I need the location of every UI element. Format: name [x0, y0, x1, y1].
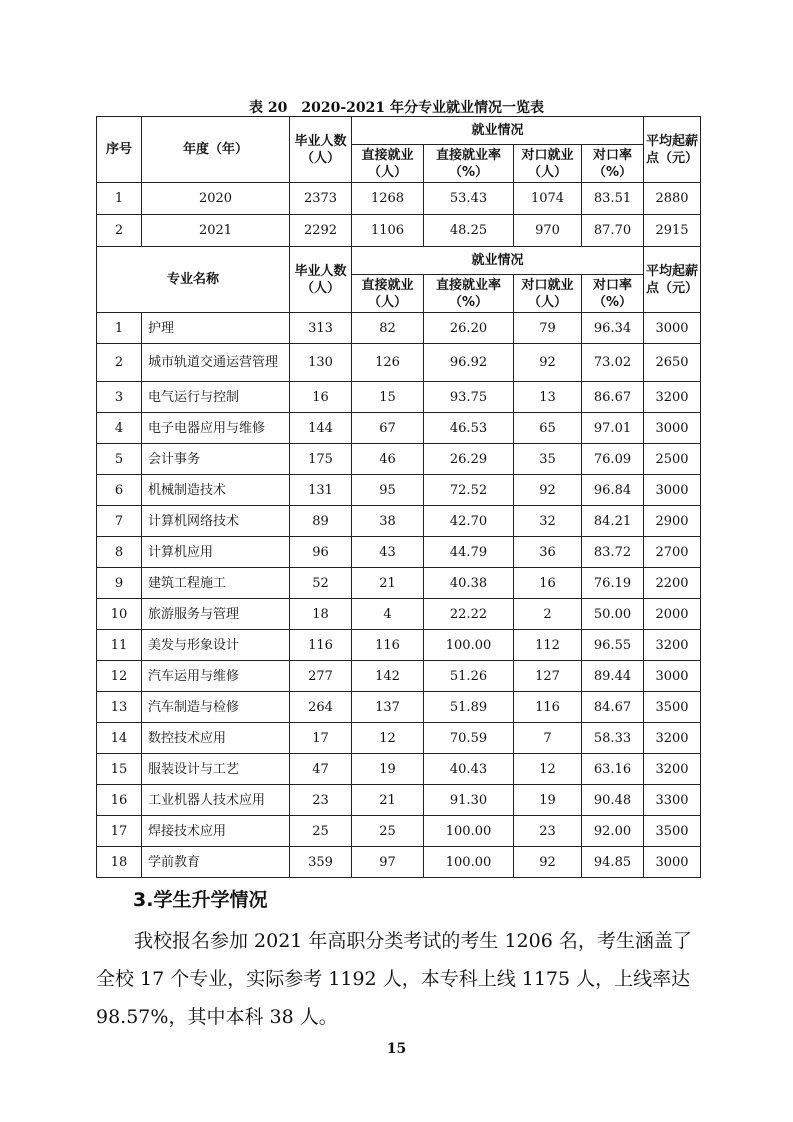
- table-row: [97, 183, 701, 215]
- cell-matched-rate: 96.84: [582, 475, 644, 506]
- cell-matched-rate: 94.85: [582, 847, 644, 878]
- cell-direct: 126: [352, 344, 424, 382]
- cell-seq: 15: [97, 754, 142, 785]
- cell-grads: 89: [290, 506, 352, 537]
- header-matched-rate: 对口率（%）: [582, 275, 644, 313]
- cell-grads: 2292: [290, 215, 352, 247]
- cell-matched: 112: [514, 630, 582, 661]
- header-matched: 对口就业（人）: [514, 275, 582, 313]
- cell-salary: 2700: [644, 537, 701, 568]
- cell-matched-rate: 58.33: [582, 723, 644, 754]
- cell-direct-rate: 70.59: [424, 723, 514, 754]
- cell-major-name: 计算机应用: [142, 537, 290, 568]
- table-row: [97, 475, 701, 506]
- cell-direct: 46: [352, 444, 424, 475]
- header-matched: 对口就业（人）: [514, 145, 582, 183]
- table-row: [97, 723, 701, 754]
- cell-matched: 65: [514, 413, 582, 444]
- cell-matched-rate: 89.44: [582, 661, 644, 692]
- cell-matched: 23: [514, 816, 582, 847]
- cell-salary: 3200: [644, 754, 701, 785]
- major-header-row: [97, 247, 701, 275]
- cell-seq: 7: [97, 506, 142, 537]
- table-row: [97, 568, 701, 599]
- cell-salary: 2500: [644, 444, 701, 475]
- header-year: 年度（年）: [142, 117, 290, 183]
- table-row: [97, 413, 701, 444]
- table-row: [97, 754, 701, 785]
- cell-seq: 1: [97, 183, 142, 215]
- paragraph-text: 我校报名参加 2021 年高职分类考试的考生 1206 名，考生涵盖了全校 17 个专业，实际参考 1192 人，本专科上线 1175 人，上线率达 98.57%，其中本科 38 人。: [96, 930, 692, 1028]
- header-direct: 直接就业（人）: [352, 145, 424, 183]
- cell-grads: 96: [290, 537, 352, 568]
- cell-matched-rate: 73.02: [582, 344, 644, 382]
- cell-matched-rate: 84.21: [582, 506, 644, 537]
- cell-grads: 16: [290, 382, 352, 413]
- cell-matched: 92: [514, 847, 582, 878]
- cell-direct: 43: [352, 537, 424, 568]
- header-seq: 序号: [97, 117, 142, 183]
- cell-matched-rate: 84.67: [582, 692, 644, 723]
- cell-direct: 12: [352, 723, 424, 754]
- cell-direct-rate: 51.89: [424, 692, 514, 723]
- header-grads: 毕业人数（人）: [290, 117, 352, 183]
- cell-major-name: 美发与形象设计: [142, 630, 290, 661]
- cell-matched-rate: 63.16: [582, 754, 644, 785]
- cell-salary: 2880: [644, 183, 701, 215]
- cell-matched: 970: [514, 215, 582, 247]
- cell-major-name: 会计事务: [142, 444, 290, 475]
- cell-direct-rate: 96.92: [424, 344, 514, 382]
- table-row: [97, 444, 701, 475]
- cell-direct-rate: 91.30: [424, 785, 514, 816]
- table-row: [97, 785, 701, 816]
- header-employment: 就业情况: [352, 117, 644, 145]
- cell-direct: 95: [352, 475, 424, 506]
- cell-seq: 9: [97, 568, 142, 599]
- cell-salary: 2900: [644, 506, 701, 537]
- cell-grads: 52: [290, 568, 352, 599]
- cell-salary: 2650: [644, 344, 701, 382]
- cell-salary: 2000: [644, 599, 701, 630]
- cell-salary: 3200: [644, 723, 701, 754]
- table-caption: 表 20 2020-2021 年分专业就业情况一览表: [249, 100, 544, 116]
- cell-grads: 47: [290, 754, 352, 785]
- cell-matched: 7: [514, 723, 582, 754]
- cell-direct: 38: [352, 506, 424, 537]
- cell-matched-rate: 86.67: [582, 382, 644, 413]
- cell-matched: 92: [514, 475, 582, 506]
- header-salary: 平均起薪点（元）: [644, 247, 701, 313]
- table-row: [97, 313, 701, 344]
- header-employment: 就业情况: [352, 247, 644, 275]
- header-matched-rate: 对口率（%）: [582, 145, 644, 183]
- cell-salary: 3200: [644, 630, 701, 661]
- cell-major-name: 计算机网络技术: [142, 506, 290, 537]
- cell-grads: 23: [290, 785, 352, 816]
- cell-direct-rate: 48.25: [424, 215, 514, 247]
- cell-salary: 3000: [644, 413, 701, 444]
- cell-seq: 17: [97, 816, 142, 847]
- table-row: [97, 692, 701, 723]
- cell-matched: 19: [514, 785, 582, 816]
- cell-grads: 264: [290, 692, 352, 723]
- cell-matched-rate: 96.55: [582, 630, 644, 661]
- cell-major-name: 汽车运用与维修: [142, 661, 290, 692]
- cell-direct-rate: 40.43: [424, 754, 514, 785]
- cell-direct: 67: [352, 413, 424, 444]
- cell-grads: 359: [290, 847, 352, 878]
- header-grads: 毕业人数（人）: [290, 247, 352, 313]
- cell-matched-rate: 76.19: [582, 568, 644, 599]
- cell-major-name: 旅游服务与管理: [142, 599, 290, 630]
- cell-seq: 12: [97, 661, 142, 692]
- cell-seq: 6: [97, 475, 142, 506]
- cell-salary: 3500: [644, 816, 701, 847]
- cell-matched-rate: 83.72: [582, 537, 644, 568]
- cell-direct-rate: 46.53: [424, 413, 514, 444]
- cell-direct: 21: [352, 568, 424, 599]
- cell-direct-rate: 100.00: [424, 847, 514, 878]
- cell-grads: 175: [290, 444, 352, 475]
- cell-grads: 116: [290, 630, 352, 661]
- cell-matched: 16: [514, 568, 582, 599]
- cell-salary: 3000: [644, 475, 701, 506]
- header-direct: 直接就业（人）: [352, 275, 424, 313]
- cell-direct: 142: [352, 661, 424, 692]
- cell-matched: 2: [514, 599, 582, 630]
- cell-direct-rate: 44.79: [424, 537, 514, 568]
- cell-direct: 1106: [352, 215, 424, 247]
- cell-major-name: 电子电器应用与维修: [142, 413, 290, 444]
- cell-matched: 1074: [514, 183, 582, 215]
- cell-direct-rate: 26.20: [424, 313, 514, 344]
- cell-matched-rate: 76.09: [582, 444, 644, 475]
- table-row: [97, 816, 701, 847]
- cell-matched-rate: 97.01: [582, 413, 644, 444]
- cell-grads: 313: [290, 313, 352, 344]
- table-row: [97, 506, 701, 537]
- table-row: [97, 344, 701, 382]
- cell-grads: 131: [290, 475, 352, 506]
- cell-seq: 2: [97, 344, 142, 382]
- cell-direct-rate: 53.43: [424, 183, 514, 215]
- cell-direct: 1268: [352, 183, 424, 215]
- table-header-row: [97, 117, 701, 145]
- paragraph: [96, 922, 704, 1036]
- cell-grads: 25: [290, 816, 352, 847]
- cell-seq: 14: [97, 723, 142, 754]
- cell-year: 2021: [142, 215, 290, 247]
- cell-matched-rate: 96.34: [582, 313, 644, 344]
- cell-grads: 2373: [290, 183, 352, 215]
- cell-seq: 1: [97, 313, 142, 344]
- cell-major-name: 服装设计与工艺: [142, 754, 290, 785]
- cell-grads: 130: [290, 344, 352, 382]
- table-row: [97, 599, 701, 630]
- cell-direct: 137: [352, 692, 424, 723]
- cell-major-name: 数控技术应用: [142, 723, 290, 754]
- cell-matched: 116: [514, 692, 582, 723]
- section-title: 3.学生升学情况: [133, 889, 268, 911]
- cell-matched: 12: [514, 754, 582, 785]
- cell-grads: 18: [290, 599, 352, 630]
- table-row: [97, 847, 701, 878]
- cell-salary: 3000: [644, 847, 701, 878]
- cell-direct-rate: 51.26: [424, 661, 514, 692]
- table-row: [97, 630, 701, 661]
- cell-matched-rate: 50.00: [582, 599, 644, 630]
- table-row: [97, 215, 701, 247]
- cell-major-name: 建筑工程施工: [142, 568, 290, 599]
- cell-seq: 16: [97, 785, 142, 816]
- cell-major-name: 工业机器人技术应用: [142, 785, 290, 816]
- cell-matched: 35: [514, 444, 582, 475]
- cell-matched-rate: 83.51: [582, 183, 644, 215]
- cell-matched: 92: [514, 344, 582, 382]
- cell-seq: 11: [97, 630, 142, 661]
- cell-grads: 277: [290, 661, 352, 692]
- cell-seq: 13: [97, 692, 142, 723]
- cell-direct: 116: [352, 630, 424, 661]
- cell-direct: 25: [352, 816, 424, 847]
- cell-seq: 10: [97, 599, 142, 630]
- table-row: [97, 661, 701, 692]
- cell-salary: 3000: [644, 661, 701, 692]
- cell-major-name: 机械制造技术: [142, 475, 290, 506]
- table-row: [97, 537, 701, 568]
- cell-direct-rate: 40.38: [424, 568, 514, 599]
- header-salary: 平均起薪点（元）: [644, 117, 701, 183]
- cell-matched-rate: 90.48: [582, 785, 644, 816]
- cell-salary: 3200: [644, 382, 701, 413]
- cell-seq: 18: [97, 847, 142, 878]
- cell-major-name: 护理: [142, 313, 290, 344]
- cell-seq: 8: [97, 537, 142, 568]
- cell-salary: 3500: [644, 692, 701, 723]
- cell-direct-rate: 93.75: [424, 382, 514, 413]
- cell-major-name: 学前教育: [142, 847, 290, 878]
- cell-direct-rate: 100.00: [424, 816, 514, 847]
- cell-salary: 3300: [644, 785, 701, 816]
- cell-seq: 5: [97, 444, 142, 475]
- cell-direct: 82: [352, 313, 424, 344]
- cell-grads: 144: [290, 413, 352, 444]
- cell-direct-rate: 22.22: [424, 599, 514, 630]
- table-row: [97, 382, 701, 413]
- header-direct-rate: 直接就业率（%）: [424, 275, 514, 313]
- cell-direct-rate: 26.29: [424, 444, 514, 475]
- cell-matched-rate: 92.00: [582, 816, 644, 847]
- cell-direct: 4: [352, 599, 424, 630]
- cell-year: 2020: [142, 183, 290, 215]
- employment-table: [96, 116, 701, 878]
- cell-major-name: 电气运行与控制: [142, 382, 290, 413]
- cell-major-name: 城市轨道交通运营管理: [142, 344, 290, 382]
- cell-salary: 2915: [644, 215, 701, 247]
- cell-salary: 3000: [644, 313, 701, 344]
- cell-major-name: 焊接技术应用: [142, 816, 290, 847]
- cell-direct-rate: 42.70: [424, 506, 514, 537]
- cell-direct: 97: [352, 847, 424, 878]
- cell-matched-rate: 87.70: [582, 215, 644, 247]
- header-direct-rate: 直接就业率（%）: [424, 145, 514, 183]
- cell-direct: 19: [352, 754, 424, 785]
- cell-salary: 2200: [644, 568, 701, 599]
- cell-seq: 3: [97, 382, 142, 413]
- cell-matched: 127: [514, 661, 582, 692]
- cell-matched: 36: [514, 537, 582, 568]
- cell-direct-rate: 100.00: [424, 630, 514, 661]
- cell-matched: 13: [514, 382, 582, 413]
- cell-matched: 79: [514, 313, 582, 344]
- cell-direct-rate: 72.52: [424, 475, 514, 506]
- cell-major-name: 汽车制造与检修: [142, 692, 290, 723]
- cell-grads: 17: [290, 723, 352, 754]
- cell-direct: 15: [352, 382, 424, 413]
- page-number: 15: [386, 1041, 407, 1057]
- cell-seq: 2: [97, 215, 142, 247]
- cell-seq: 4: [97, 413, 142, 444]
- cell-matched: 32: [514, 506, 582, 537]
- cell-direct: 21: [352, 785, 424, 816]
- header-major: 专业名称: [97, 247, 290, 313]
